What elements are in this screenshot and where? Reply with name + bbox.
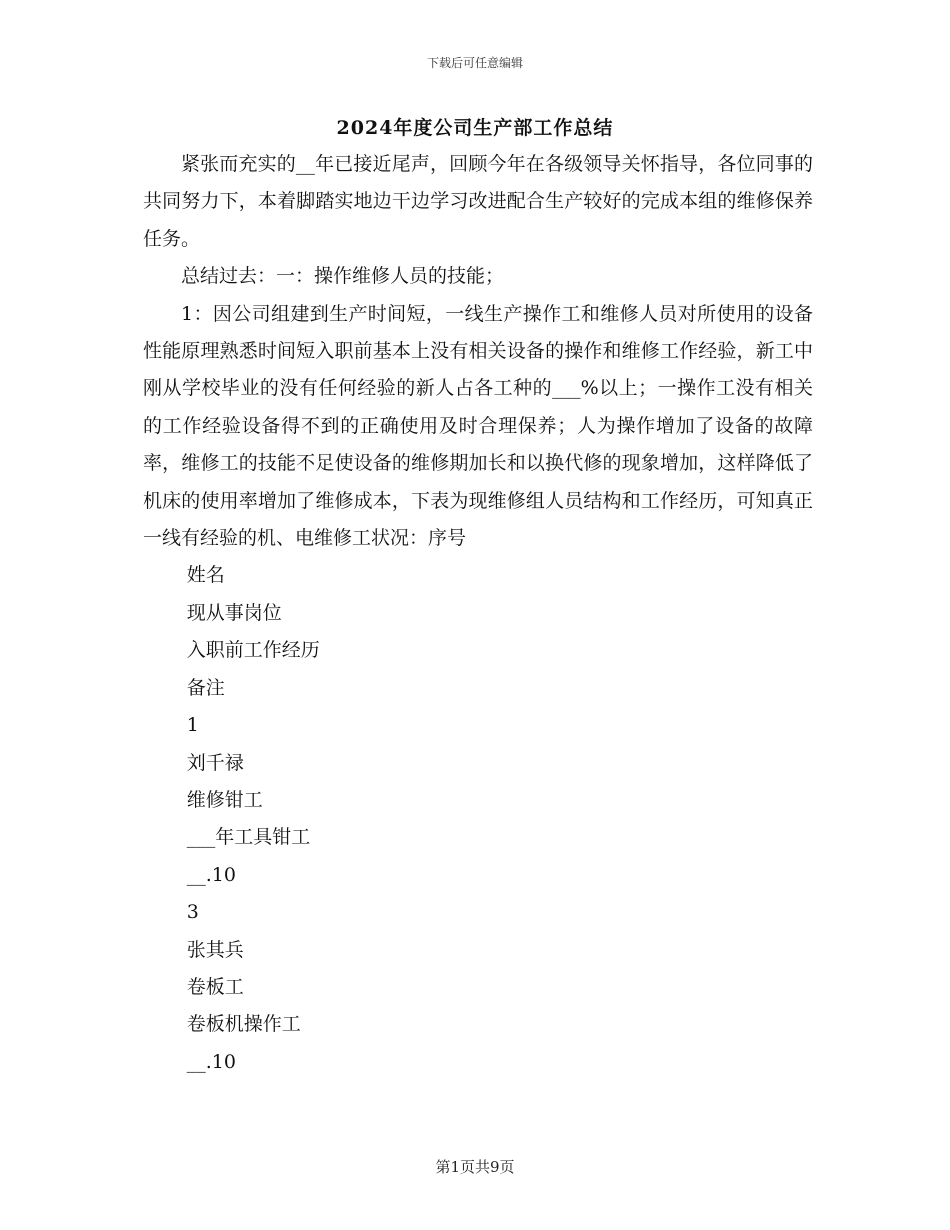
skills-paragraph: 1：因公司组建到生产时间短，一线生产操作工和维修人员对所使用的设备性能原理熟悉时间短入职前基本上没有相关设备的操作和维修工作经验，新工中刚从学校毕业的没有任何经验的新人占各工种的___%以上；一操作工没有相关的工作经验设备得不到的正确使用及时合理保养；人为操作增加了设备的故障率，维修工的技能不足使设备的维修期加长和以换代修的现象增加，这样降低了机床的使用率增加了维修成本，下表为现维修组人员结构和工作经历，可知真正一线有经验的机、电维修工状况：序号 [143, 302, 813, 550]
table-line-row1-name: 刘千禄 [186, 751, 244, 774]
table-line-experience-header: 入职前工作经历 [186, 639, 320, 662]
intro-paragraph: 紧张而充实的__年已接近尾声，回顾今年在各级领导关怀指导，各位同事的共同努力下，本着脚踏实地边干边学习改进配合生产较好的完成本组的维修保养任务。 [143, 153, 813, 250]
document-body [143, 146, 813, 1081]
table-line-row2-index: 3 [186, 901, 199, 924]
table-line-row2-experience: 卷板机操作工 [186, 1013, 301, 1036]
table-line-row1-index: 1 [186, 714, 199, 737]
table-line-remark-header: 备注 [186, 676, 225, 699]
table-line-row1-position: 维修钳工 [186, 788, 263, 811]
section-heading-paragraph: 总结过去：一：操作维修人员的技能； [181, 265, 505, 288]
table-line-name-header: 姓名 [186, 564, 225, 587]
page-footer: 第1页共9页 [435, 1158, 515, 1176]
table-line-position-header: 现从事岗位 [186, 601, 282, 624]
table-line-row2-remark: __.10 [186, 1050, 236, 1073]
table-line-row2-position: 卷板工 [186, 975, 244, 998]
document-title: 2024年度公司生产部工作总结 [336, 117, 614, 139]
table-line-row1-experience: ___年工具钳工 [186, 826, 311, 849]
table-line-row1-remark: __.10 [186, 863, 236, 886]
table-line-row2-name: 张其兵 [186, 938, 244, 961]
header-note: 下载后可任意编辑 [426, 56, 523, 70]
